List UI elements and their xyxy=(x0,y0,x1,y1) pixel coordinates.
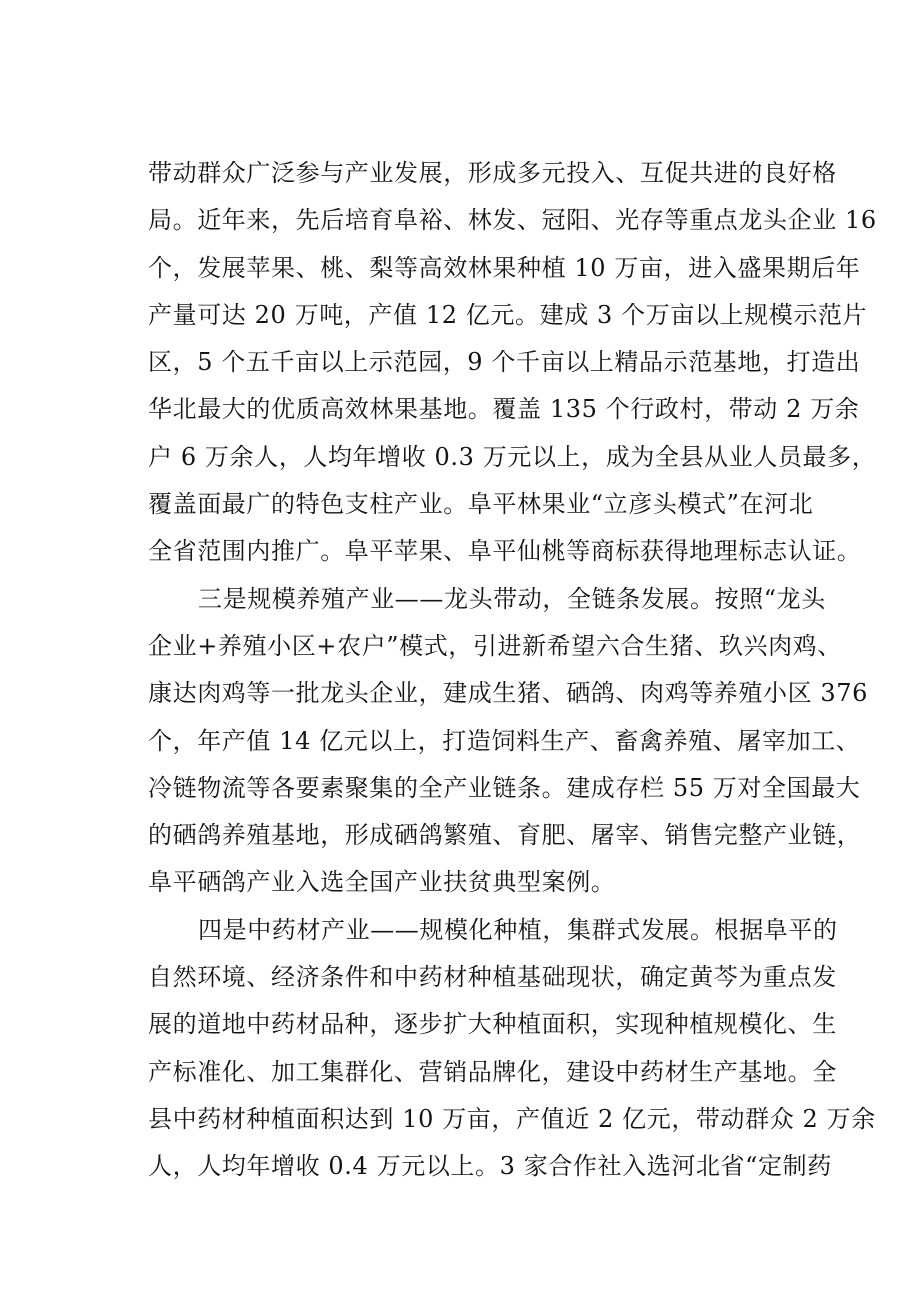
text-line: 户 6 万余人，人均年增收 0.3 万元以上，成为全县从业人员最多， xyxy=(148,442,877,471)
text-line: 局。近年来，先后培育阜裕、林发、冠阳、光存等重点龙头企业 16 xyxy=(148,206,877,235)
text-line: 阜平硒鸽产业入选全国产业扶贫典型案例。 xyxy=(148,868,616,897)
text-line: 全省范围内推广。阜平苹果、阜平仙桃等商标获得地理标志认证。 xyxy=(148,537,862,566)
paragraph-start-line: 四是中药材产业——规模化种植，集群式发展。根据阜平的 xyxy=(198,915,838,944)
paragraph-start-line: 三是规模养殖产业——龙头带动，全链条发展。按照“龙头 xyxy=(198,584,826,613)
text-line: 县中药材种植面积达到 10 万亩，产值近 2 亿元，带动群众 2 万余 xyxy=(148,1104,876,1133)
text-line: 覆盖面最广的特色支柱产业。阜平林果业“立彦头模式”在河北 xyxy=(148,490,814,519)
text-line: 产量可达 20 万吨，产值 12 亿元。建成 3 个万亩以上规模示范片 xyxy=(148,300,868,329)
text-line: 自然环境、经济条件和中药材种植基础现状，确定黄芩为重点发 xyxy=(148,963,837,992)
text-line: 人，人均年增收 0.4 万元以上。3 家合作社入选河北省“定制药 xyxy=(148,1152,832,1181)
text-line: 康达肉鸡等一批龙头企业，建成生猪、硒鸽、肉鸡等养殖小区 376 xyxy=(148,679,869,708)
text-line: 企业+养殖小区+农户”模式，引进新希望六合生猪、玖兴肉鸡、 xyxy=(148,631,842,660)
text-line: 冷链物流等各要素聚集的全产业链条。建成存栏 55 万对全国最大 xyxy=(148,773,861,802)
text-line: 华北最大的优质高效林果基地。覆盖 135 个行政村，带动 2 万余 xyxy=(148,395,860,424)
text-line: 区，5 个五千亩以上示范园，9 个千亩以上精品示范基地，打造出 xyxy=(148,348,861,377)
text-line: 的硒鸽养殖基地，形成硒鸽繁殖、育肥、屠宰、销售完整产业链， xyxy=(148,821,862,850)
body-text xyxy=(148,150,877,1191)
text-line: 展的道地中药材品种，逐步扩大种植面积，实现种植规模化、生 xyxy=(148,1010,837,1039)
text-line: 个，年产值 14 亿元以上，打造饲料生产、畜禽养殖、屠宰加工、 xyxy=(148,726,861,755)
text-line: 个，发展苹果、桃、梨等高效林果种植 10 万亩，进入盛果期后年 xyxy=(148,253,861,282)
text-line: 带动群众广泛参与产业发展，形成多元投入、互促共进的良好格 xyxy=(148,159,837,187)
text-line: 产标准化、加工集群化、营销品牌化，建设中药材生产基地。全 xyxy=(148,1057,837,1086)
